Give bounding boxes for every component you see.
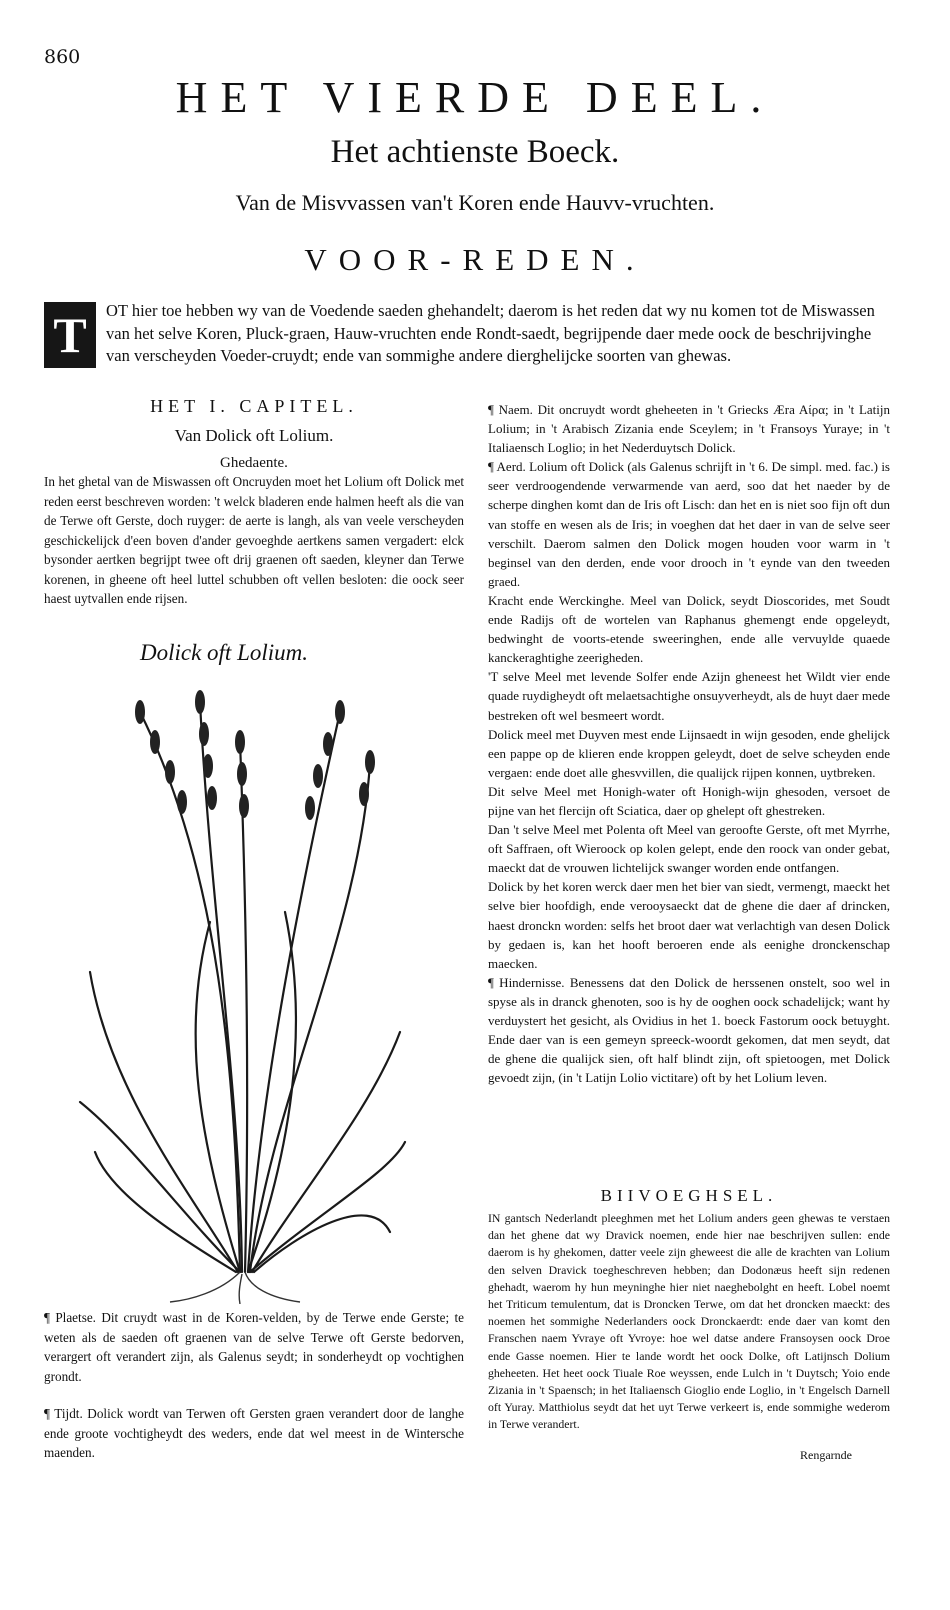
bijvoeghsel-heading: BIIVOEGHSEL. (600, 1186, 778, 1205)
page-title: HET VIERDE DEEL. (175, 73, 775, 122)
plaetse-paragraph: ¶ Plaetse. Dit cruydt wast in de Koren-velden, by de Terwe ende Gerste; te weten als de saeden oft graenen van de selve Terwe oft Gerste bedorven, verargert oft verandert zijn, als Galenus seydt; in sonderheydt op vochtighen grondt. (44, 1310, 464, 1384)
ghedaente-paragraph: In het ghetal van de Miswassen oft Oncruyden moet het Lolium oft Dolick met reden eerst beschreven worden: 't welck bladeren ende halmen heeft als die van de Terwe oft Gerste, doch ruyger: de aerte is langh, als van veele verscheyden geschickelijck d'een boven d'ander gevoeghde aertkens samen vergadert: elck bysonder aertken begrijpt twee oft drij graenen oft saeden, kleyner dan Terwe korenen, in gheene oft heel luttel schubben oft vellen besloten: die oock seer haest uytvallen ende rijsen. (44, 474, 464, 606)
kracht-paragraph: Kracht ende Werckinghe. Meel van Dolick, seydt Dioscorides, met Soudt ende Radijs oft de wortelen van Raphanus ghemengt ende opgeleydt, bedwinght de voorts-etende sweeringhen, ende alle vervuylde quaede kanckeraghtighe zeerigheden. (488, 592, 890, 666)
page-number: 860 (44, 46, 81, 68)
meel-paragraph-5: Dolick by het koren werck daer men het bier van siedt, vermengt, maeckt het selve bier hoofdigh, ende verooysaeckt dat de ghene die daer af drincken, haest dronckn worden: selfs het broot daer wat verlachtigh van desen Dolick by gedaen is, kan het hooft beroeren ende als eenighe dronckenschap maecken. (488, 879, 890, 971)
meel-paragraph-1: 'T selve Meel met levende Solfer ende Azijn gheneest het Wildt vier ende quade ruydigheydt oft melaetsachtighe onsuyverheydt, als de huyt daer mede bestreken oft wel besmeert wordt. (488, 669, 890, 723)
meel-paragraph-3: Dit selve Meel met Honigh-water oft Honigh-wijn ghesoden, versoet de pijne van het flercijn oft Sciatica, daer op ghelept oft ghestreken. (488, 783, 890, 818)
chapter-heading: HET I. CAPITEL. (150, 396, 358, 416)
figure-caption: Dolick oft Lolium. (139, 640, 309, 665)
intro-paragraph (44, 300, 894, 368)
right-column-text (488, 400, 890, 1087)
intro-text: OT hier toe hebben wy van de Voedende saeden ghehandelt; daerom is het reden dat wy nu komen tot de Miswassen van het selve Koren, Pluck-graen, Hauw-vruchten ende Rondt-saedt, begrijpende daer mede oock de beschrijvinghe van verscheyden Voeder-cruydt; ende van sommighe andere dierghelijcke soorten van ghewas. (106, 301, 875, 365)
lolium-plant-illustration (70, 672, 410, 1304)
dropcap-initial (44, 302, 96, 368)
meel-paragraph-2: Dolick meel met Duyven mest ende Lijnsaedt in wijn gesoden, ende ghelijck een pappe op de klieren ende kroppen geleydt, doet de selve scheyden ende vergaen: ende doet alle ghesvvillen, die qualijck rijpen konnen, uytbreken. (488, 726, 890, 780)
chapter-subheading: Van Dolick oft Lolium. (174, 426, 334, 445)
book-title: Het achtienste Boeck. (330, 134, 620, 170)
section-heading-ghedaente: Ghedaente. (220, 455, 288, 471)
subtitle: Van de Misvvassen van't Koren ende Hauvv-vruchten. (235, 190, 715, 215)
hindernisse-paragraph: ¶ Hindernisse. Benessens dat den Dolick de herssenen onstelt, soo wel in spyse als in dranck ghenoten, soo is hy de ooghen oock schadelijck; want hy verduystert het gesicht, als Ovidius in het 1. boeck Fastorum oock betuyght. Ende daer van is een gemeyn spreeck-woordt gekomen, dat men seydt, dat de ghene die qualijck sien, oft half blindt zijn, oft spietoogen, met Dolick gevoedt zijn, (in 't Latijn Lolio victitare) oft by het Lolium leven. (488, 974, 890, 1086)
tijdt-paragraph: ¶ Tijdt. Dolick wordt van Terwen oft Gersten graen verandert door de langhe ende groote vochtigheydt des weders, ende dat wel meest in de Wintersche maenden. (44, 1406, 464, 1460)
bijvoeghsel-paragraph: IN gantsch Nederlandt pleeghmen met het Lolium anders geen ghewas te verstaen dan het ghene dat wy Dravick noemen, ende hier nae beschrijven sullen: ende daerom is hy ghekomen, datter veele zijn gheweest die alle de krachten van Lolium den selven Dravick toegheschreven hebben; dan Dodonæus heeft sijn redenen ghehadt, waerom hy hun meyninghe hier niet naeghebolght en heeft. Lobel noemt het Triticum temulentum, dat is Droncken Terwe, om dat het droncken maeckt: des noemen het sommighe Nederlanders oock Dronckaerdt: ende daer van komt den Franschen naem Yvraye oft Yvroye: hoe wel datse andere Fransoysen oock Droe ende Gasse noemen. Hier te lande wordt het oock Dolke, oft Latijnsch Dolium gheheeten. Het heet oock Tiuale Roe weyssen, ende Lulch in 't Duytsch; Yoio ende Zizania in 't Spaensch; in het Italiaensch Gioglio ende Loglio, in 't Engelsch Darnell oft Yuray. Matthiolus seydt dat het uyt Terwe verkeert is, ende sommighe wederom in Terwe verandert. (488, 1211, 890, 1432)
catchword: Rengarnde (800, 1448, 852, 1462)
aerd-paragraph: ¶ Aerd. Lolium oft Dolick (als Galenus schrijft in 't 6. De simpl. med. fac.) is seer verdroogendende verwarmende van aerd, soo dat het naeder by de scherpe dinghen komt dan de Iris oft Lisch: dan het en is niet soo fijn oft dun van stoffe en wesen als de Iris; in voeghen dat het daer in van de selve seer verschilt. Daerom salmen den Dolick mogen houden voor warm in 't beginsel van den derden, ende voor drooch in 't eynde van den tweeden graed. (488, 459, 890, 589)
meel-paragraph-4: Dan 't selve Meel met Polenta oft Meel van geroofte Gerste, oft met Myrrhe, oft Saffraen, oft Wieroock op kolen gelept, ende den roock van onder gebat, maeckt dat de vrouwen lichtelijck swanger worden ende ontfangen. (488, 822, 890, 876)
preface-title: VOOR-REDEN. (304, 242, 646, 277)
naem-paragraph: ¶ Naem. Dit oncruydt wordt gheheeten in 't Griecks Æra Aίρα; in 't Latijn Lolium; in 't Arabisch Zizania ende Sceylem; in 't Fransoys Yuraye; in 't Italiaensch Loglio; in het Nederduytsch Dolick. (488, 402, 890, 456)
dropcap-letter: T (53, 307, 87, 363)
